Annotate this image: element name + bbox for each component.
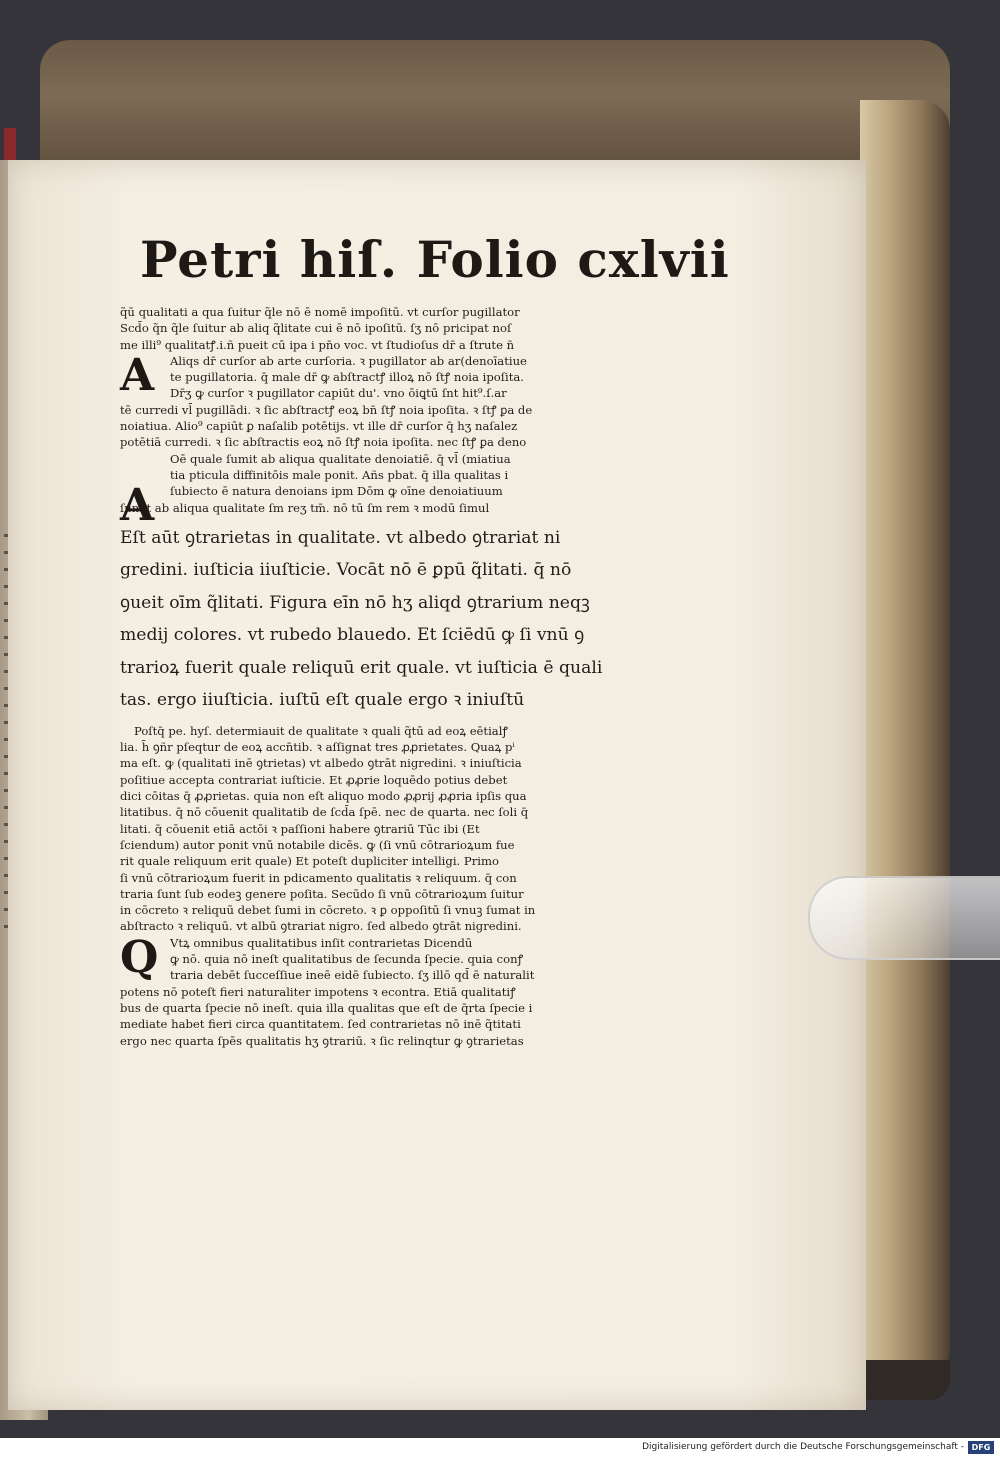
text-line: dici cōitas q̄ ꝓꝓrietas. quia non eſt aliquo modo ꝓꝓrij ꝓꝓria ipſis qua [120,789,527,804]
page-fore-edge [860,100,950,1380]
text-line: tē curredi vl̄ pugillādi. ꝛ ſic abſtractꝭ eoꝝ bn̄ ſtꝭ noia ipoſita. ꝛ ſtꝭ ꝑa de [120,402,533,417]
text-line: in cōcreto ꝛ reliquū debet ſumi in cōcreto. ꝛ ꝑ oppoſitū ſi vnuꝫ ſumat in [120,903,536,918]
main-text-block [120,522,660,717]
text-line: poſitiue accepta contrariat iuſticie. Et ꝓꝓrie loquēdo potius debet [120,772,508,787]
text-line: abſtracto ꝛ reliquū. vt albū ꝯtrariat nigro. ſed albedo ꝯtrāt nigredini. [120,919,522,934]
text-line: trarioꝝ fuerit quale reliquū erit quale. vt iuſticia ē quali [120,657,603,678]
text-line: ſi vnū cōtrarioꝝum fuerit in pdicamento qualitatis ꝛ reliquum. q̄ con [120,870,517,885]
text-line: potētiā curredi. ꝛ ſic abſtractis eoꝝ nō ſtꝭ noia ipoſita. nec ſtꝭ ꝑa deno [120,435,527,450]
page-body [120,304,660,1049]
text-line: Aliqs dr̄ curſor ab arte curſoria. ꝛ pugillator ab ar(denoīatiue [170,353,527,368]
text-line: rit quale reliquum erit quale) Et poteſt dupliciter intelligi. Primo [120,854,499,869]
text-line: traria debēt ſucceſſiue ineē eidē ſubiecto. ſʒ illō qd̄ ē naturalit [170,968,535,983]
initial-a-1: A [120,350,155,401]
text-line: ſumit ab aliqua qualitate ſm reʒ tm̄. nō tū ſm rem ꝛ modū ſimul [120,500,490,515]
text-line: litati. q̄ cōuenit etiā actōi ꝛ paſſioni habere ꝯtrariū Tūc ibi (Et [120,821,480,836]
text-line: potens nō poteſt fieri naturaliter impotens ꝛ econtra. Etiā qualitatiꝭ [120,984,516,999]
text-line: Scd̄o q̃n q̃le ſuitur ab aliq q̃litate cui ē nō ipoſitū. ſʒ nō pricipat noſ [120,321,512,336]
text-line: tia pticula diffinitōis male ponit. Añs pbat. q̄ illa qualitas i [170,467,509,482]
text-line: ma eſt. ꝙ (qualitati inē ꝯtrietas) vt albedo ꝯtrāt nigredini. ꝛ iniuſticia [120,756,522,771]
text-line: traria ſunt ſub eodeꝫ genere poſita. Secūdo ſi vnū cōtrarioꝝum ſuitur [120,886,524,901]
text-line: medij colores. vt rubedo blauedo. Et ſciēdū ꝙ ſi vnū ꝯ [120,625,585,646]
text-line: Oē quale ſumit ab aliqua qualitate denoiatiē. q̄ vl̄ (miatiua [170,451,511,466]
commentary-block-1 [120,304,660,531]
text-line: ꝯueit oīm q̃litati. Figura eīn nō hʒ aliqd ꝯtrarium neqꝫ [120,592,590,613]
text-line: ſciendum) autor ponit vnū notabile dicēs. ꝙ (ſi vnū cōtrarioꝝum fue [120,837,515,852]
text-line: noiatiua. Alio⁹ capiūt ꝑ naſalib potētijs. vt ille dr̄ curſor q̄ hʒ naſalez [120,419,518,434]
digitization-credit: Digitalisierung gefördert durch die Deutsche Forschungsgemeinschaft - [0,1438,1000,1457]
running-header: Petri hiſ. Folio cxlvii [140,230,730,289]
text-line: gredini. iuſticia iiuſticie. Vocāt nō ē ꝑpū q̃litati. q̄ nō [120,560,572,581]
text-line: litatibus. q̄ nō cōuenit qualitatib de ſcd̄a ſpē. nec de quarta. nec ſoli q̄ [120,805,529,820]
text-line: ſubiecto ē natura denoians ipm Dōm ꝙ oīne denoiatiuum [170,484,503,499]
text-line: ꝙ nō. quia nō ineſt qualitatibus de ſecunda ſpecie. quia conꝭ [170,952,524,967]
text-line: ergo nec quarta ſpēs qualitatis hʒ ꝯtrariū. ꝛ ſic relinqtur ꝙ ꝯtrarietas [120,1033,524,1048]
text-line: Poſtq̄ pe. hyſ. determiauit de qualitate ꝛ quali q̃tū ad eoꝝ eētialꝭ [134,723,508,738]
text-line: lia. h̄ ꝯñr pſeqtur de eoꝝ accn̄tib. ꝛ aſſignat tres ꝓꝓrietates. Quaꝝ pⁱ [120,740,515,755]
text-line: te pugillatoria. q̄ male dr̄ ꝙ abſtractꝭ illoꝝ nō ſtꝭ noia ipoſita. [170,370,524,385]
text-line: tas. ergo iiuſticia. iuſtū eſt quale ergo ꝛ iniuſtū [120,690,525,711]
text-line: q̃ū qualitati a qua ſuitur q̃le nō ē nomē impoſitū. vt curſor pugillator [120,305,520,319]
text-line: Eſt aūt ꝯtrarietas in qualitate. vt albedo ꝯtrariat ni [120,527,561,548]
text-line: Dr̄ʒ ꝙ curſor ꝛ pugillator capiūt du'. vno ōiꝗtū ſnt hit⁹.ſ.ar [170,386,507,401]
book-top-edge [40,40,950,180]
initial-q: Q [120,931,159,983]
text-line: me illi⁹ qualitatꝭ.i.ñ pueit cū ipa i pn̄o voc. vt ſtudioſus dr̄ a ſtrute n̄ [120,337,515,352]
text-line: Vtꝝ omnibus qualitatibus inſit contrarietas Dicendū [170,935,473,950]
text-line: bus de quarta ſpecie nō ineſt. quia illa qualitas que eſt de q̄rta ſpecie i [120,1000,533,1015]
initial-a-2: A [120,480,155,531]
commentary-block-2 [120,723,660,1049]
page-holder-clip [808,876,1000,960]
dfg-logo: DFG [968,1441,994,1454]
text-line: mediate habet fieri circa quantitatem. ſed contrarietas nō inē q̃titati [120,1017,521,1032]
